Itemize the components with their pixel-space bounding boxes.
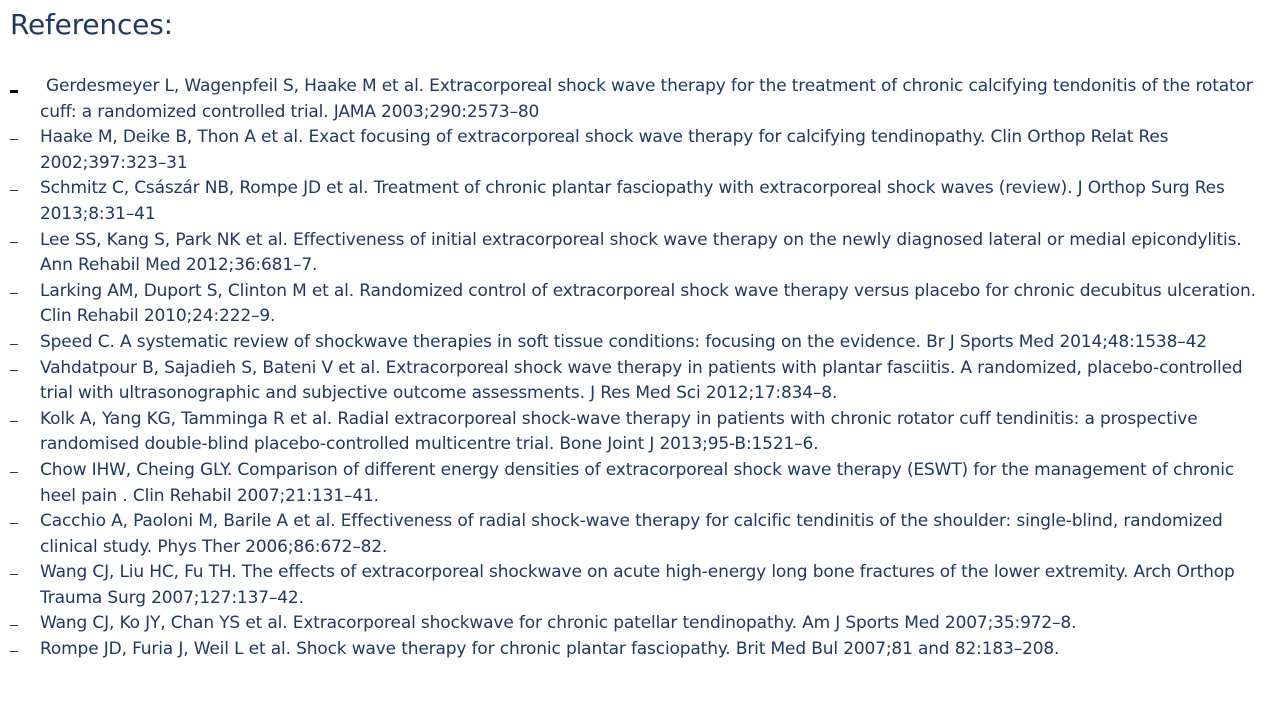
reference-text: Schmitz C, Császár NB, Rompe JD et al. Treatment of chronic plantar fasciopathy with extracorporeal shock waves (review). J Orthop Surg Res 2013;8:31–41 (40, 178, 1225, 224)
reference-text: Rompe JD, Furia J, Weil L et al. Shock wave therapy for chronic plantar fasciopathy. Brit Med Bul 2007;81 and 82:183–208. (40, 639, 1060, 660)
reference-text: Kolk A, Yang KG, Tamminga R et al. Radial extracorporeal shock-wave therapy in patients with chronic rotator cuff tendinitis: a prospective randomised double-blind placebo-controlled multicentre trial. Bone Joint J 2013;95-B:1521–6. (40, 408, 1198, 455)
reference-text: Gerdesmeyer L, Wagenpfeil S, Haake M et al. Extracorporeal shock wave therapy for the treatment of chronic calcifying tendonitis of the rotator cuff: a randomized controlled trial. JAMA 2003;290:2573–80 (40, 76, 1253, 122)
reference-text: Haake M, Deike B, Thon A et al. Exact focusing of extracorporeal shock wave therapy for calcifying tendinopathy. Clin Orthop Relat Res 2002;397:323–31 (40, 127, 1169, 173)
reference-item (0, 279, 1280, 330)
reference-item (0, 330, 1280, 356)
reference-text: Speed C. A systematic review of shockwave therapies in soft tissue conditions: focusing on the evidence. Br J Sports Med 2014;48:1538–42 (40, 331, 1207, 352)
bullet-dash-icon (10, 651, 18, 652)
reference-text: Vahdatpour B, Sajadieh S, Bateni V et al. Extracorporeal shock wave therapy in patients with plantar fasciitis. A randomized, placebo-controlled trial with ultrasonographic and subjective outcome assessments. J Res Med Sci 2012;17:834–8. (40, 357, 1243, 404)
reference-item (0, 509, 1280, 560)
bullet-dash-icon (10, 523, 18, 524)
reference-item (0, 176, 1280, 227)
reference-item (0, 611, 1280, 637)
reference-text: Cacchio A, Paoloni M, Barile A et al. Effectiveness of radial shock-wave therapy for calcific tendinitis of the shoulder: single-blind, randomized clinical study. Phys Ther 2006;86:672–82. (40, 511, 1223, 557)
reference-text: Larking AM, Duport S, Clinton M et al. Randomized control of extracorporeal shock wave therapy versus placebo for chronic decubitus ulceration. Clin Rehabil 2010;24:222–9. (40, 280, 1256, 327)
bullet-dash-icon (10, 90, 18, 93)
reference-item (0, 458, 1280, 509)
reference-item (0, 74, 1280, 125)
reference-item (0, 228, 1280, 279)
reference-item (0, 407, 1280, 458)
bullet-dash-icon (10, 574, 18, 575)
bullet-dash-icon (10, 472, 18, 473)
bullet-dash-icon (10, 190, 18, 191)
reference-text: Wang CJ, Liu HC, Fu TH. The effects of extracorporeal shockwave on acute high-energy long bone fractures of the lower extremity. Arch Orthop Trauma Surg 2007;127:137–42. (40, 562, 1235, 608)
bullet-dash-icon (10, 421, 18, 422)
bullet-dash-icon (10, 242, 18, 243)
bullet-dash-icon (10, 370, 18, 371)
reference-item (0, 637, 1280, 663)
reference-item (0, 356, 1280, 407)
bullet-dash-icon (10, 139, 18, 140)
bullet-dash-icon (10, 344, 18, 345)
bullet-dash-icon (10, 293, 18, 294)
reference-text: Lee SS, Kang S, Park NK et al. Effectiveness of initial extracorporeal shock wave therapy on the newly diagnosed lateral or medial epicondylitis. Ann Rehabil Med 2012;36:681–7. (40, 229, 1242, 276)
reference-text: Wang CJ, Ko JY, Chan YS et al. Extracorporeal shockwave for chronic patellar tendinopathy. Am J Sports Med 2007;35:972–8. (40, 613, 1077, 634)
reference-item (0, 125, 1280, 176)
page-title: References: (10, 8, 173, 41)
reference-list (0, 74, 1280, 663)
bullet-dash-icon (10, 625, 18, 626)
reference-text: Chow IHW, Cheing GLY. Comparison of different energy densities of extracorporeal shock wave therapy (ESWT) for the management of chronic heel pain . Clin Rehabil 2007;21:131–41. (40, 459, 1235, 506)
reference-item (0, 560, 1280, 611)
